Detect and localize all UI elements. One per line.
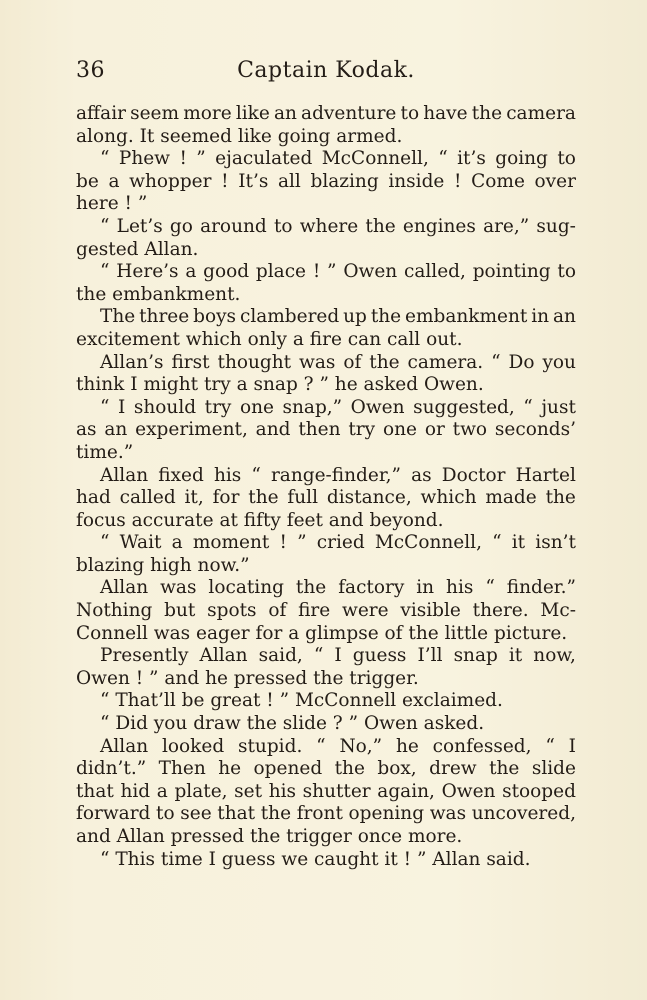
text-line: Presently Allan said, “ I guess I’ll snap it now, — [100, 645, 576, 667]
running-title: Captain Kodak. — [237, 58, 415, 83]
text-line: “ Did you draw the slide ? ” Owen asked. — [100, 713, 485, 735]
text-line: Allan’s first thought was of the camera. “ Do you — [100, 351, 576, 373]
text-line: had called it, for the full distance, which made the — [76, 487, 576, 509]
text-line: and Allan pressed the trigger once more. — [76, 826, 463, 847]
page-header — [76, 58, 576, 88]
text-line: the embankment. — [76, 283, 241, 305]
text-line: “ I should try one snap,” Owen suggested, “ just — [100, 396, 576, 418]
text-line: forward to see that the front opening was uncovered, — [76, 803, 576, 825]
text-line: The three boys clambered up the embankment in an — [100, 306, 576, 328]
text-line: along. It seemed like going armed. — [76, 125, 403, 147]
text-line: Nothing but spots of fire were visible there. Mc- — [76, 600, 576, 622]
text-line: Allan looked stupid. “ No,” he confessed, “ I — [100, 735, 576, 757]
text-line: excitement which only a fire can call out. — [76, 328, 463, 350]
body-text — [76, 103, 576, 871]
text-line: think I might try a snap ? ” he asked Owen. — [76, 374, 484, 396]
text-line: “ Let’s go around to where the engines are,” sug- — [100, 215, 576, 237]
page-number: 36 — [76, 58, 105, 83]
text-line: didn’t.” Then he opened the box, drew the slide — [76, 758, 576, 780]
text-line: focus accurate at fifty feet and beyond. — [76, 509, 444, 531]
text-line: “ Phew ! ” ejaculated McConnell, “ it’s going to — [100, 148, 576, 170]
text-line: “ This time I guess we caught it ! ” Allan said. — [100, 848, 531, 870]
text-line: affair seem more like an adventure to have the camera — [76, 103, 576, 124]
text-line: be a whopper ! It’s all blazing inside ! Come over — [76, 170, 576, 192]
text-line: as an experiment, and then try one or two seconds’ — [76, 419, 576, 441]
text-line: Allan was locating the factory in his “ finder.” — [100, 577, 576, 599]
text-line: “ That’ll be great ! ” McConnell exclaimed. — [100, 690, 503, 712]
text-line: gested Allan. — [76, 238, 199, 260]
text-line: here ! ” — [76, 193, 148, 215]
text-line: blazing high now.” — [76, 554, 250, 576]
text-line: “ Here’s a good place ! ” Owen called, pointing to — [100, 261, 576, 283]
text-line: Owen ! ” and he pressed the trigger. — [76, 667, 419, 689]
text-line: that hid a plate, set his shutter again, Owen stooped — [76, 780, 576, 802]
text-line: time.” — [76, 441, 134, 463]
text-line: “ Wait a moment ! ” cried McConnell, “ it isn’t — [100, 532, 576, 554]
text-line: Allan fixed his “ range-finder,” as Doctor Hartel — [100, 464, 576, 486]
text-line: Connell was eager for a glimpse of the little picture. — [76, 622, 568, 644]
